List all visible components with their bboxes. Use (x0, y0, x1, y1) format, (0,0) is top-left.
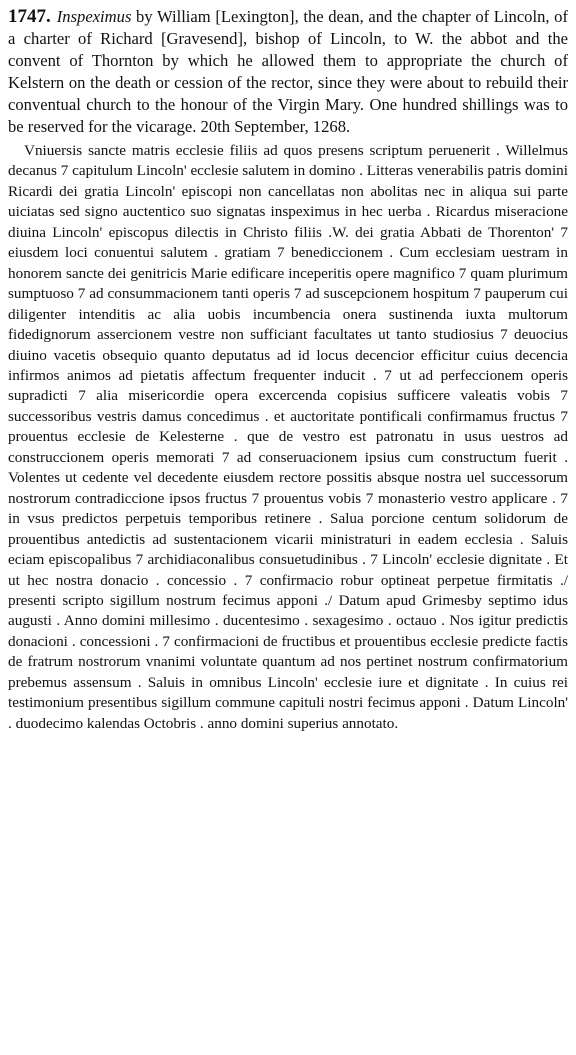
charter-text: Vniuersis sancte matris ecclesie filiis ad quos presens scriptum peruenerit . Willelmus decanus 7 capitulum Lincoln' ecclesie salutem in domino . Litteras venerabilis patris domini Ricardi dei gratia Lincoln' episcopi non cancellatas non abolitas nec in aliqua sui parte uiciatas sed signo auctentico suo signatas inspeximus in hec uerba . Ricardus miseracione diuina Lincoln' episcopus dilectis in Christo filiis .W. dei gratia Abbati de Thorenton' 7 eiusdem loci conuentui salutem . gratiam 7 benediccionem . Cum ecclesiam uestram in honorem sancte dei genitricis Marie edificare inceperitis opere magnifico 7 quam plurimum sumptuoso 7 ad consummacionem tanti operis 7 ad suscepcionem hospitum 7 pauperum cui diligenter intenditis ac alia uobis incumbencia onera sustinenda iuxta multorum fidedignorum assercionem vestre non sufficiant facultates ut tanto studiosius 7 deuocius diuino vacetis obsequio quanto deputatus ad id locus decencior efficitur cuius decencia infirmos animos ad pietatis affectum frequenter inducit . 7 ut ad perfeccionem operis supradicti 7 alia misericordie opera excercenda copisius sufficere valeatis vobis 7 successoribus vestris damus concedimus . et auctoritate pontificali confirmamus fructus 7 prouentus ecclesie de Kelesterne . que de vestro est patronatu in usus uestros ad construccionem operis memorati 7 ad conseruacionem ipsius cum constructum fuerit . Volentes ut cedente vel decedente eiusdem rectore possitis absque nostra uel successorum nostrorum contradiccione ipsos fructus 7 prouentus vobis 7 monasterio vestro applicare . 7 in vsus predictos perpetuis temporibus retinere . Salua porcione centum solidorum de prouentibus antedictis ad sustentacionem vicarii ministraturi in eadem ecclesia . Saluis eciam episcopalibus 7 archidiaconalibus consuetudinibus . 7 Lincoln' ecclesie dignitate . Et ut hec nostra donacio . concessio . 7 confirmacio robur optineat perpetue firmitatis ./ presenti scripto sigillum nostrum fecimus apponi ./ Datum apud Grimesby septimo idus augusti . Anno domini millesimo . ducentesimo . sexagesimo . octauo . Nos igitur predictis donacioni . concessioni . 7 confirmacioni de fructibus et prouentibus ecclesie predicte factis de fratrum nostrorum vnanimi voluntate quantum ad nos pertinet nostrum confirmatorium prebemus assensum . Saluis in omnibus Lincoln' ecclesie iure et dignitate . In cuius rei testimonium presentibus sigillum commune capituli nostri fecimus apponi . Datum Lincoln' . duodecimo kalendas Octobris . anno domini superius annotato. (8, 142, 568, 732)
document-page (8, 6, 568, 734)
entry-number: 1747. (8, 6, 51, 27)
entry-summary-paragraph (8, 6, 568, 138)
inspeximus-term: Inspeximus (56, 7, 132, 26)
entry-summary-text: by William [Lexington], the dean, and the chapter of Lincoln, of a charter of Richard [Gravesend], bishop of Lincoln, to W. the abbot and the convent of Thornton by which he allowed them to appropriate the church of Kelstern on the death or cession of the rector, since they were about to rebuild their conventual church to the honour of the Virgin Mary. One hundred shillings was to be reserved for the vicarage. 20th September, 1268. (8, 7, 568, 136)
